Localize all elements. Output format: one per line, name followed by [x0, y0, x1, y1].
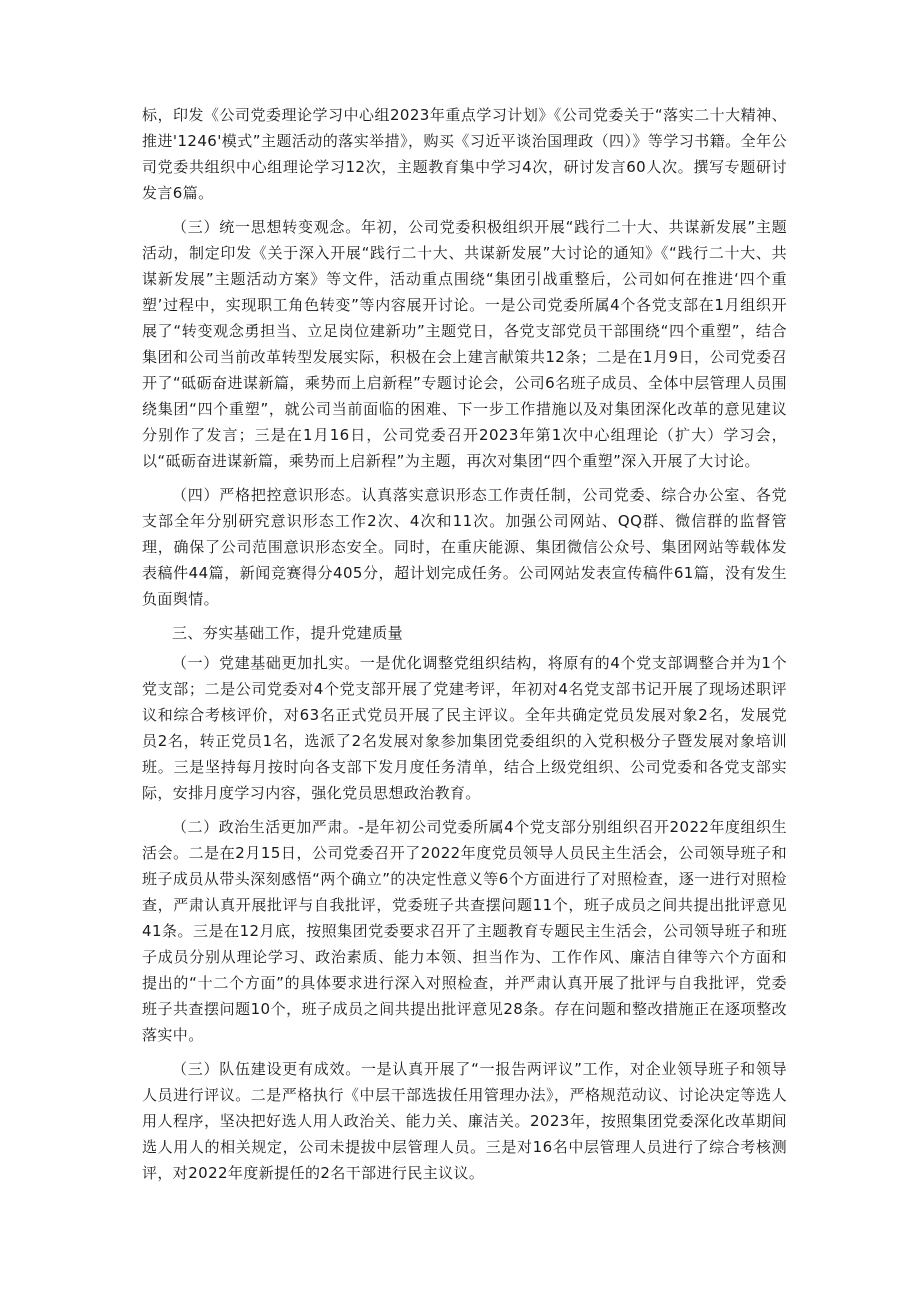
paragraph-party-foundation: （一）党建基础更加扎实。一是优化调整党组织结构，将原有的4个党支部调整合并为1个党支部；二是公司党委对4个党支部开展了党建考评，年初对4名党支部书记开展了现场述职评议和综合考核评价，对63名正式党员开展了民主评议。全年共确定党员发展对象2名，发展党员2名，转正党员1名，选派了2名发展对象参加集团党委组织的入党积极分子暨发展对象培训班。三是坚持每月按时向各支部下发月度任务清单，结合上级党组织、公司党委和各党支部实际，安排月度学习内容，强化党员思想政治教育。: [142, 654, 787, 802]
paragraph-political-life: （二）政治生活更加严肃。-是年初公司党委所属4个党支部分别组织召开2022年度组织生活会。二是在2月15日，公司党委召开了2022年度党员领导人员民主生活会，公司领导班子和班子成员从带头深刻感悟“两个确立”的决定性意义等6个方面进行了对照检查，逐一进行对照检查，严肃认真开展批评与自我批评，党委班子共查摆问题11个，班子成员之间共提出批评意见41条。三是在12月底，按照集团党委要求召开了主题教育专题民主生活会，公司领导班子和班子成员分别从理论学习、政治素质、能力本领、担当作为、工作作风、廉洁自律等六个方面和提出的“十二个方面”的具体要求进行深入对照检查，并严肃认真开展了批评与自我批评，党委班子共查摆问题10个，班子成员之间共提出批评意见28条。存在问题和整改措施正在逐项整改落实中。: [142, 818, 787, 1044]
document-body: [142, 102, 787, 1194]
paragraph-unify-thinking: （三）统一思想转变观念。年初，公司党委积极组织开展“践行二十大、共谋新发展”主题活动，制定印发《关于深入开展“践行二十大、共谋新发展”大讨论的通知》《“践行二十大、共谋新发展”主题活动方案》等文件，活动重点围绕“集团引战重整后，公司如何在推进‘四个重塑’过程中，实现职工角色转变”等内容展开讨论。一是公司党委所属4个各党支部在1月组织开展了“转变观念勇担当、立足岗位建新功”主题党日，各党支部党员干部围绕“四个重塑”，结合集团和公司当前改革转型发展实际，积极在会上建言献策共12条；二是在1月9日，公司党委召开了“砥砺奋进谋新篇，乘势而上启新程”专题讨论会，公司6名班子成员、全体中层管理人员围绕集团“四个重塑”，就公司当前面临的困难、下一步工作措施以及对集团深化改革的意见建议分别作了发言；三是在1月16日，公司党委召开2023年第1次中心组理论（扩大）学习会，以“砥砺奋进谋新篇，乘势而上启新程”为主题，再次对集团“四个重塑”深入开展了大讨论。: [142, 218, 787, 470]
paragraph-ideology: （四）严格把控意识形态。认真落实意识形态工作责任制，公司党委、综合办公室、各党支部全年分别研究意识形态工作2次、4次和11次。加强公司网站、QQ群、微信群的监督管理，确保了公司范围意识形态安全。同时，在重庆能源、集团微信公众号、集团网站等载体发表稿件44篇，新闻竞赛得分405分，超计划完成任务。公司网站发表宣传稿件61篇，没有发生负面舆情。: [142, 486, 787, 608]
paragraph-study-plan: 标，印发《公司党委理论学习中心组2023年重点学习计划》《公司党委关于“落实二十大精神、推进'1246'模式”主题活动的落实举措》，购买《习近平谈治国理政（四）》等学习书籍。全年公司党委共组织中心组理论学习12次，主题教育集中学习4次，研讨发言60人次。撰写专题研讨发言6篇。: [142, 106, 787, 202]
paragraph-team-building: （三）队伍建设更有成效。一是认真开展了“一报告两评议”工作，对企业领导班子和领导人员进行评议。二是严格执行《中层干部选拔任用管理办法》，严格规范动议、讨论决定等选人用人程序，坚决把好选人用人政治关、能力关、廉洁关。2023年，按照集团党委深化改革期间选人用人的相关规定，公司未提拔中层管理人员。三是对16名中层管理人员进行了综合考核测评，对2022年度新提任的2名干部进行民主议议。: [142, 1060, 787, 1182]
section-heading-three: 三、夯实基础工作，提升党建质量: [172, 624, 404, 642]
